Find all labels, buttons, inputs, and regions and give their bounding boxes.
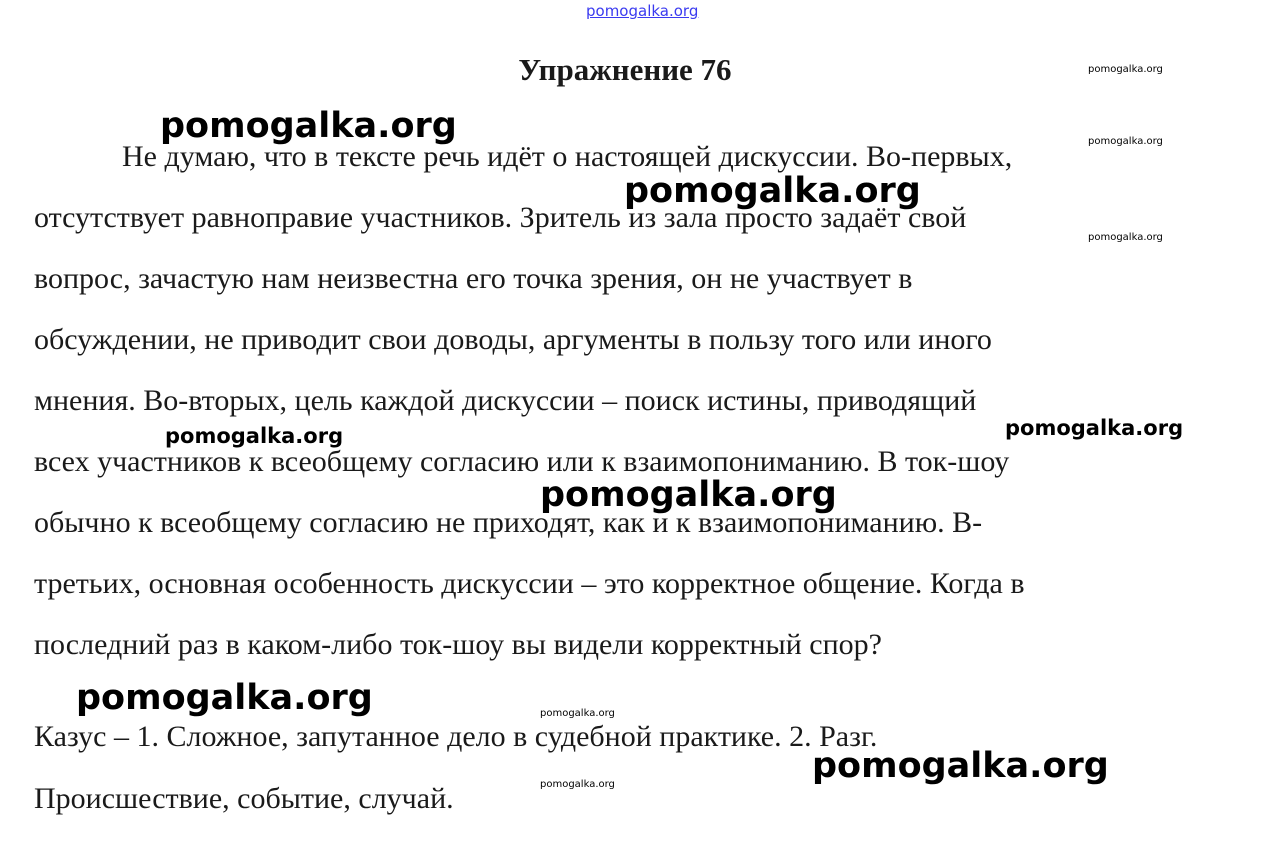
- watermark-mid: pomogalka.org: [1005, 416, 1184, 440]
- watermark-small: pomogalka.org: [1088, 232, 1163, 243]
- paragraph-line: Не думаю, что в тексте речь идёт о настоящей дискуссии. Во-первых,: [122, 140, 1013, 173]
- paragraph-line: вопрос, зачастую нам неизвестна его точка зрения, он не участвует в: [34, 262, 913, 295]
- definition-line: Казус – 1. Сложное, запутанное дело в судебной практике. 2. Разг.: [34, 720, 878, 753]
- watermark-mid: pomogalka.org: [165, 424, 344, 448]
- paragraph-line: последний раз в каком-либо ток-шоу вы видели корректный спор?: [34, 628, 882, 661]
- watermark-small: pomogalka.org: [1088, 136, 1163, 147]
- paragraph-line: третьих, основная особенность дискуссии – это корректное общение. Когда в: [34, 567, 1025, 600]
- watermark-small: pomogalka.org: [540, 708, 615, 719]
- watermark-big: pomogalka.org: [540, 475, 837, 515]
- paragraph-line: всех участников к всеобщему согласию или к взаимопониманию. В ток-шоу: [34, 445, 1010, 478]
- watermark-top-link[interactable]: pomogalka.org: [586, 2, 699, 20]
- paragraph-line: отсутствует равноправие участников. Зритель из зала просто задаёт свой: [34, 201, 967, 234]
- watermark-small: pomogalka.org: [1088, 64, 1163, 75]
- paragraph-line: обычно к всеобщему согласию не приходят, как и к взаимопониманию. В-: [34, 506, 983, 539]
- definition-line: Происшествие, событие, случай.: [34, 782, 454, 815]
- paragraph-line: обсуждении, не приводит свои доводы, аргументы в пользу того или иного: [34, 323, 992, 356]
- watermark-small: pomogalka.org: [540, 779, 615, 790]
- paragraph-line: мнения. Во-вторых, цель каждой дискуссии – поиск истины, приводящий: [34, 384, 977, 417]
- watermark-big: pomogalka.org: [76, 678, 373, 718]
- exercise-title: Упражнение 76: [518, 52, 732, 87]
- watermark-big: pomogalka.org: [160, 106, 457, 146]
- watermark-big: pomogalka.org: [812, 746, 1109, 786]
- watermark-big: pomogalka.org: [624, 171, 921, 211]
